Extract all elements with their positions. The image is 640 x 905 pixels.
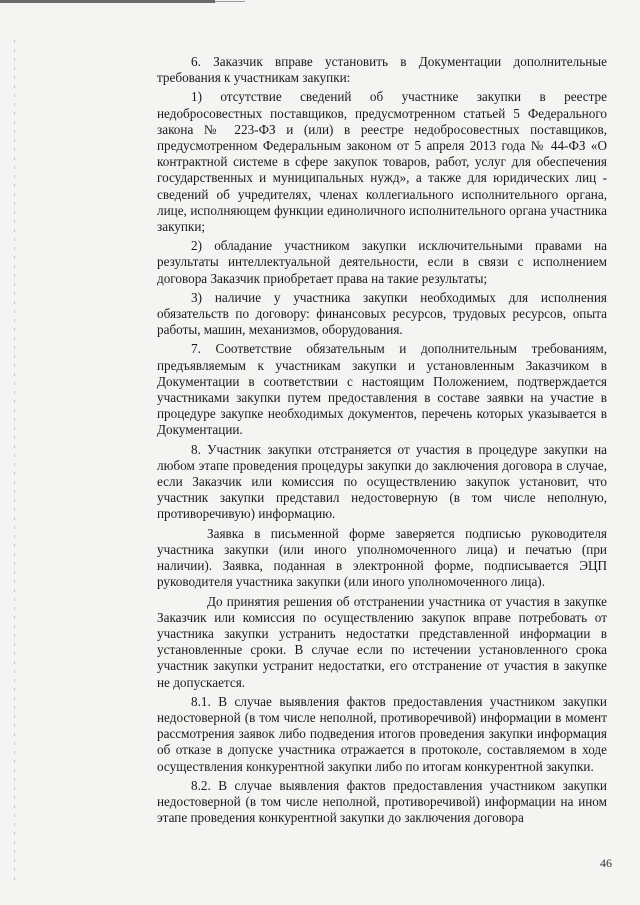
paragraph-8: 8. Участник закупки отстраняется от участия в процедуре закупки на любом этапе проведения процедуры закупки до заключения договора в случае, если Заказчик или комиссия по осуществлению закупок установит, что участник закупки представил недостоверную (в том числе неполную, противоречивую) информацию. [157, 441, 607, 522]
paragraph-6-item-2: 2) обладание участником закупки исключительными правами на результаты интеллектуальной деятельности, если в связи с исполнением договора Заказчик приобретает права на такие результаты; [157, 238, 607, 286]
paragraph-8-2: 8.2. В случае выявления фактов предоставления участником закупки недостоверной (в том числе неполной, противоречивой) информации на ином этапе проведения конкурентной закупки до заключения договора [157, 777, 607, 826]
document-page-body [157, 54, 607, 826]
page-number: 46 [600, 856, 612, 870]
paragraph-6-item-3: 3) наличие у участника закупки необходимых для исполнения обязательств по договору: финансовых ресурсов, трудовых ресурсов, опыта работы, машин, механизмов, оборудования. [157, 289, 607, 338]
paragraph-7: 7. Соответствие обязательным и дополнительным требованиям, предъявляемым к участникам закупки и установленным Заказчиком в Документации в соответствии с настоящим Положением, подтверждается участниками закупки путем предоставления в составе заявки на участие в процедуре закупке необходимых документов, перечень которых указывается в Документации. [157, 341, 607, 438]
paragraph-8-1: 8.1. В случае выявления фактов предоставления участником закупки недостоверной (в том числе неполной, противоречивой) информации в момент рассмотрения заявок либо подведения итогов проведения закупки информация об отказе в допуске участника отражается в протоколе, составляемом в ходе осуществления конкурентной закупки либо по итогам конкурентной закупки. [157, 693, 607, 774]
paragraph-application-signature: Заявка в письменной форме заверяется подписью руководителя участника закупки (или иного уполномоченного лица) и печатью (при наличии). Заявка, поданная в электронной форме, подписывается ЭЦП руководителя участника закупки (или иного уполномоченного лица). [157, 525, 607, 590]
paragraph-6-item-1: 1) отсутствие сведений об участнике закупки в реестре недобросовестных поставщиков, предусмотренном статьей 5 Федерального закона № 223-ФЗ и (или) в реестре недобросовестных поставщиков, предусмотренном Федеральным законом от 5 апреля 2013 года № 44-ФЗ «О контрактной системе в сфере закупок товаров, работ, услуг для обеспечения государственных и муниципальных нужд», а также для юридических лиц - сведений об учредителях, членах коллегиального исполнительного органа, лице, исполняющем функции единоличного исполнительного органа участника закупки; [157, 89, 607, 235]
paragraph-removal-decision: До принятия решения об отстранении участника от участия в закупке Заказчик или комиссия по осуществлению закупок вправе потребовать от участника закупки устранить недостатки представленной информации в установленные сроки. В случае если по истечении установленного срока участник закупки устранит недостатки, его отстранение от участия в закупке не допускается. [157, 593, 607, 690]
paragraph-6: 6. Заказчик вправе установить в Документации дополнительные требования к участникам закупки: [157, 54, 607, 86]
top-border-line [0, 0, 215, 3]
scan-edge-mark [14, 40, 15, 880]
top-border-line-thin [215, 1, 245, 2]
